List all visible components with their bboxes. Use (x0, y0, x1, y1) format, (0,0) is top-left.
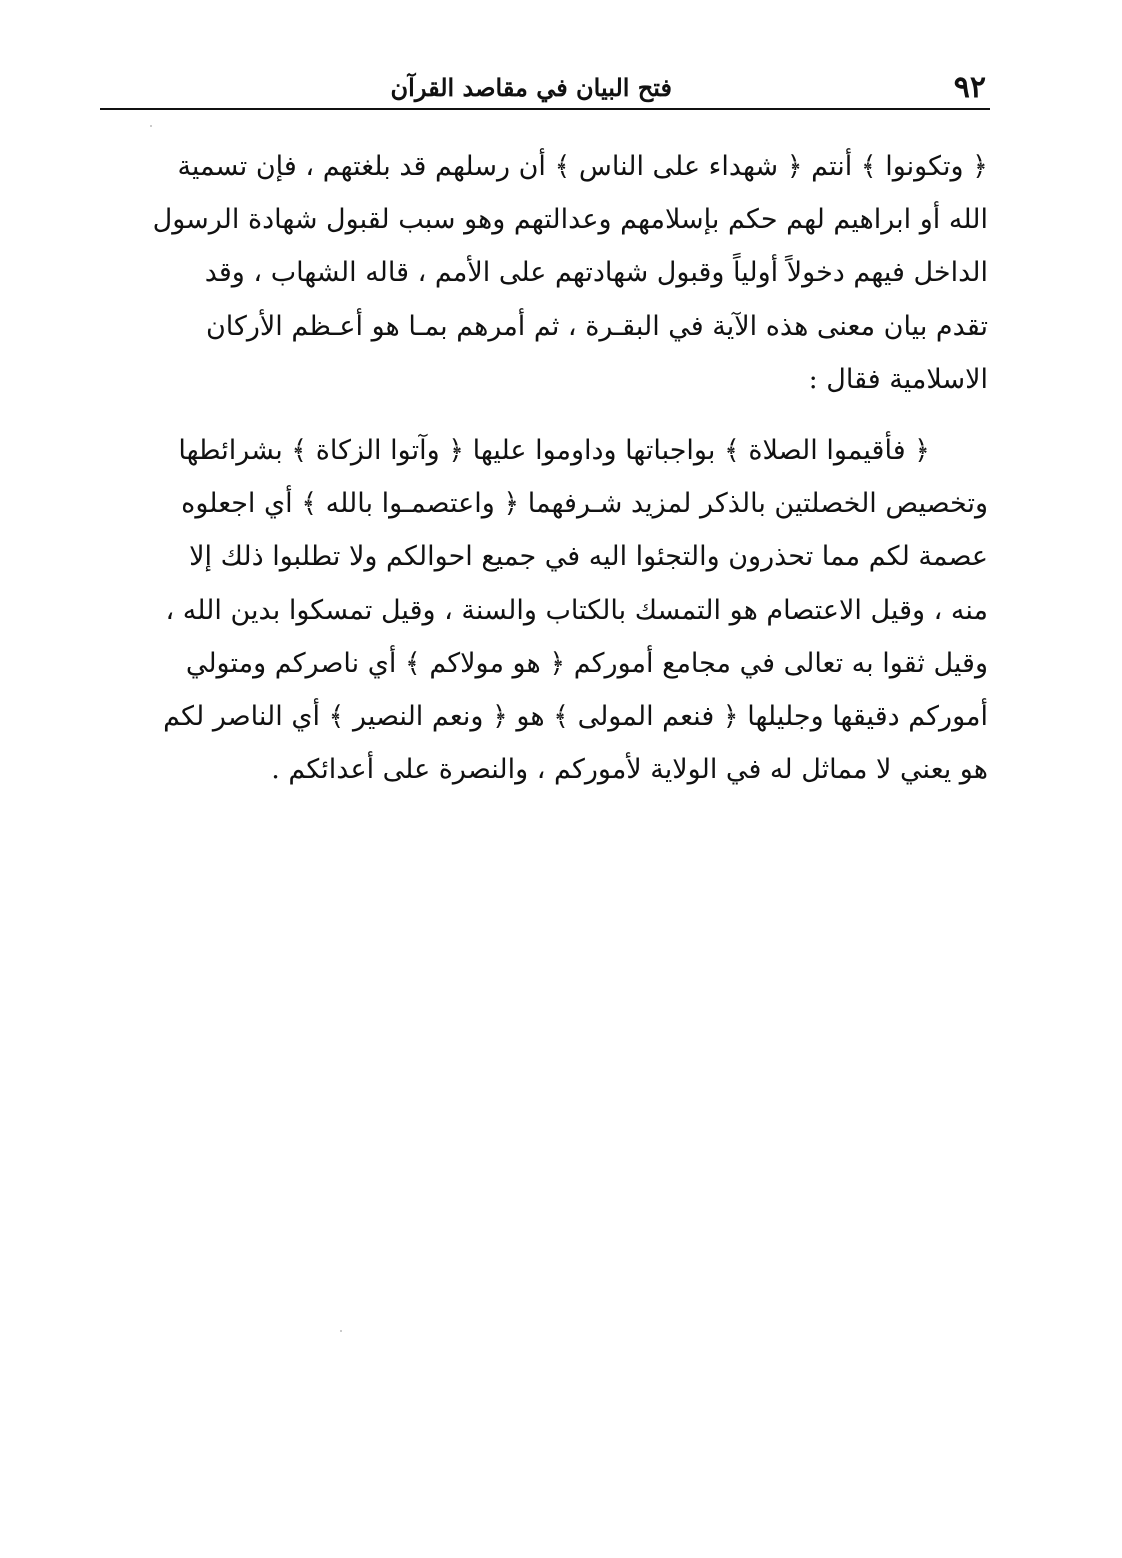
scan-speck (150, 125, 152, 127)
text-line: أموركم دقيقها وجليلها ﴿ فنعم المولى ﴾ هو ﴿ ونعم النصير ﴾ أي الناصر لكم (163, 701, 988, 733)
text-line: هو يعني لا مماثل له في الولاية لأموركم ، والنصرة على أعدائكم . (271, 754, 988, 786)
page-header (100, 64, 990, 108)
text-line: ﴿ وتكونوا ﴾ أنتم ﴿ شهداء على الناس ﴾ أن رسلهم قد بلغتهم ، فإن تسمية (177, 151, 988, 182)
text-line: تقدم بيان معنى هذه الآية في البقـرة ، ثم أمرهم بمـا هو أعـظم الأركان (205, 310, 988, 342)
paragraph-1 (100, 140, 988, 406)
text-line: وتخصيص الخصلتين بالذكر لمزيد شـرفهما ﴿ واعتصمـوا بالله ﴾ أي اجعلوه (181, 488, 988, 520)
text-line: ﴿ فأقيموا الصلاة ﴾ بواجباتها وداوموا عليها ﴿ وآتوا الزكاة ﴾ بشرائطها (178, 435, 930, 467)
text-line: وقيل ثقوا به تعالى في مجامع أموركم ﴿ هو مولاكم ﴾ أي ناصركم ومتولي (185, 647, 988, 679)
page-number: ٩٢ (953, 70, 986, 105)
scan-speck (340, 1330, 342, 1332)
paragraph-2 (100, 424, 988, 796)
text-line: الداخل فيهم دخولاً أولياً وقبول شهادتهم على الأمم ، قاله الشهاب ، وقد (204, 257, 988, 289)
text-line: الله أو ابراهيم لهم حكم بإسلامهم وعدالتهم وهو سبب لقبول شهادة الرسول (152, 204, 988, 236)
text-line: منه ، وقيل الاعتصام هو التمسك بالكتاب والسنة ، وقيل تمسكوا بدين الله ، (165, 594, 988, 626)
running-title: فتح البيان في مقاصد القرآن (390, 73, 672, 102)
body-text (100, 140, 988, 796)
text-line: الاسلامية فقال : (808, 363, 988, 395)
text-line: عصمة لكم مما تحذرون والتجئوا اليه في جميع احوالكم ولا تطلبوا ذلك إلا (189, 541, 988, 573)
header-divider (100, 108, 990, 110)
